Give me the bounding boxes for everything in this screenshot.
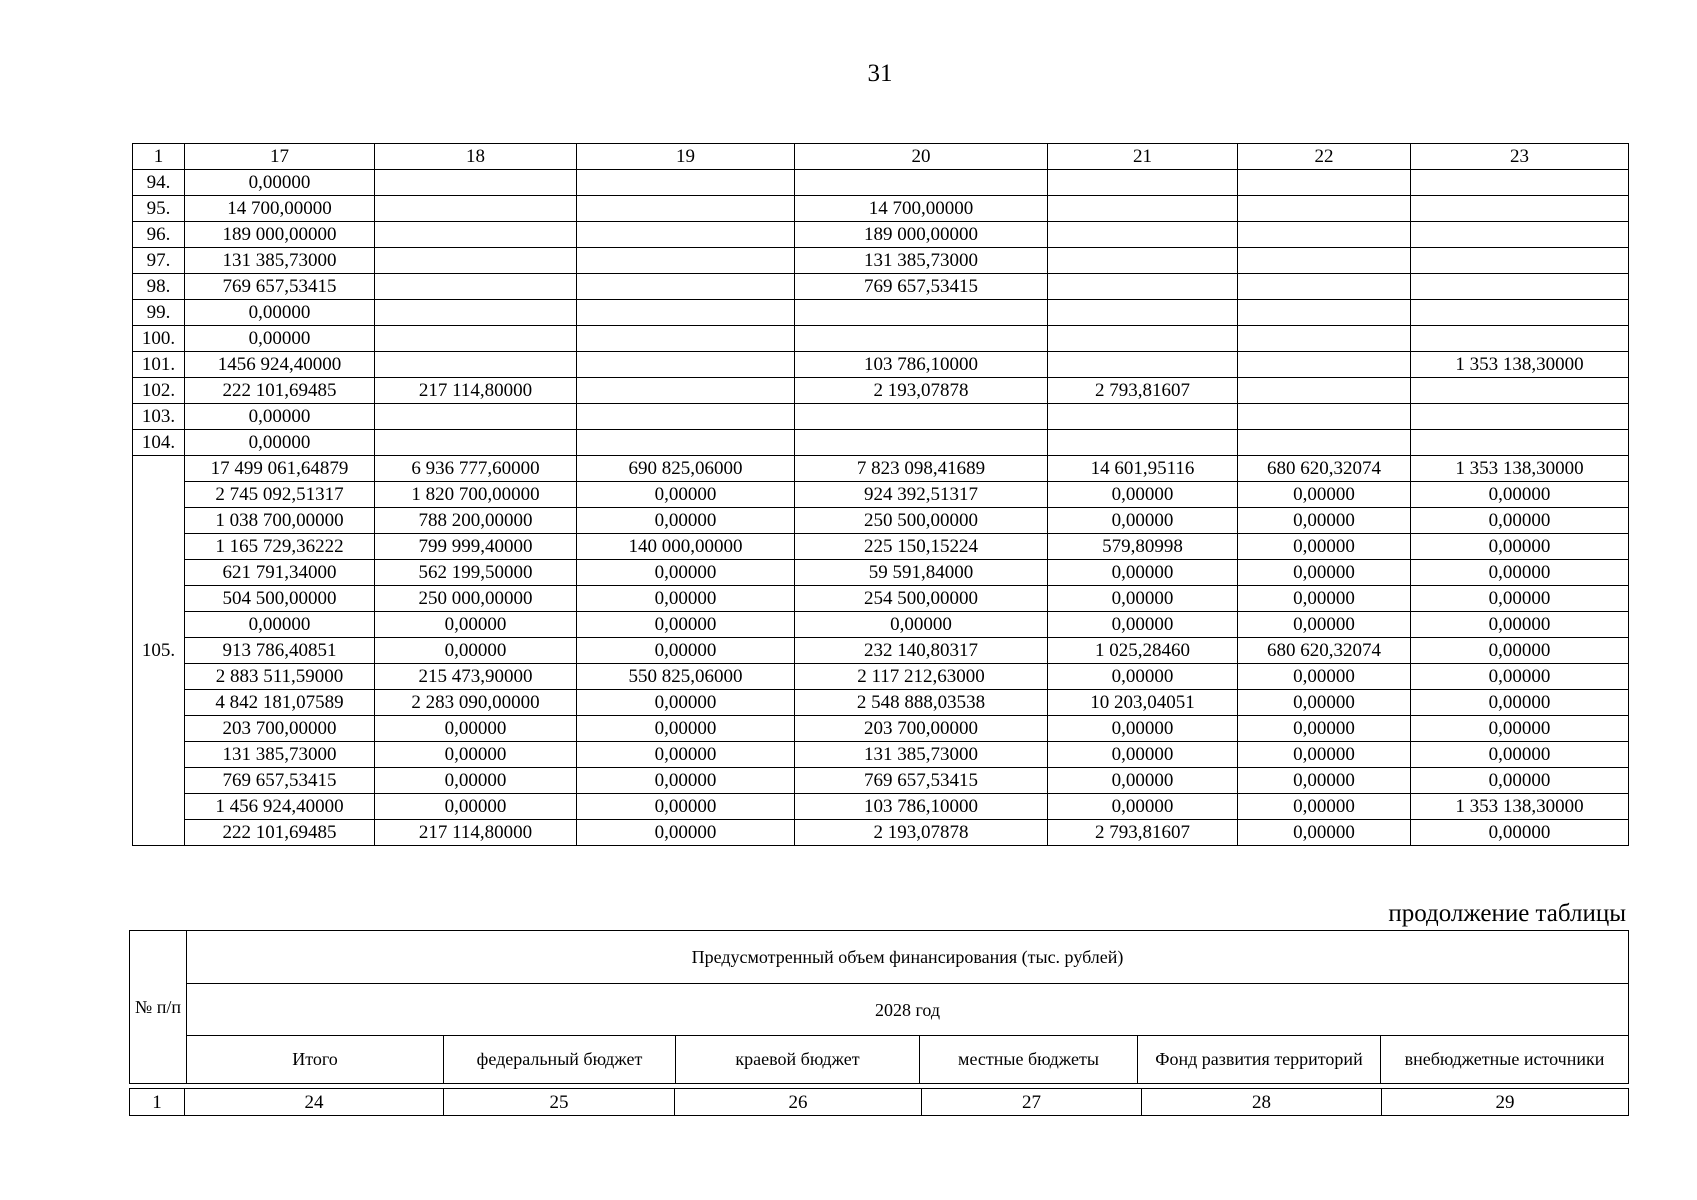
table-cell: 140 000,00000 — [577, 534, 795, 560]
table-cell: 1 353 138,30000 — [1411, 352, 1629, 378]
table-cell: 217 114,80000 — [375, 820, 577, 846]
row-number: 105. — [133, 456, 185, 846]
table-cell — [375, 274, 577, 300]
table-cell: 0,00000 — [1238, 534, 1411, 560]
column-header: местные бюджеты — [920, 1036, 1138, 1084]
table-header-row — [133, 144, 1629, 170]
column-header: Фонд развития территорий — [1138, 1036, 1381, 1084]
table-cell: 0,00000 — [577, 820, 795, 846]
year-header: 2028 год — [187, 984, 1629, 1036]
table-cell: 0,00000 — [1048, 664, 1238, 690]
table-cell: 0,00000 — [1048, 716, 1238, 742]
table-cell: 0,00000 — [1238, 820, 1411, 846]
table-cell: 0,00000 — [185, 326, 375, 352]
column-number: 27 — [922, 1089, 1142, 1116]
table-cell: 1 038 700,00000 — [185, 508, 375, 534]
table-cell: 0,00000 — [577, 794, 795, 820]
table-cell: 215 473,90000 — [375, 664, 577, 690]
table-cell: 0,00000 — [577, 716, 795, 742]
table-cell: 0,00000 — [1411, 716, 1629, 742]
table-cell — [795, 170, 1048, 196]
table-cell: 0,00000 — [375, 794, 577, 820]
table-row — [133, 274, 1629, 300]
table-row — [133, 300, 1629, 326]
column-number: 22 — [1238, 144, 1411, 170]
table-cell: 0,00000 — [375, 742, 577, 768]
table-cell: 0,00000 — [1411, 664, 1629, 690]
table-cell — [375, 300, 577, 326]
table-cell: 131 385,73000 — [185, 248, 375, 274]
table-cell: 203 700,00000 — [795, 716, 1048, 742]
row-number: 97. — [133, 248, 185, 274]
column-number: 19 — [577, 144, 795, 170]
table-cell: 1456 924,40000 — [185, 352, 375, 378]
table-cell: 222 101,69485 — [185, 820, 375, 846]
table-cell: 769 657,53415 — [795, 768, 1048, 794]
table-cell: 0,00000 — [1411, 508, 1629, 534]
table-cell — [1411, 326, 1629, 352]
column-number: 17 — [185, 144, 375, 170]
table-cell: 0,00000 — [1048, 768, 1238, 794]
table-cell: 0,00000 — [1411, 768, 1629, 794]
table-row — [133, 456, 1629, 482]
table-cell: 1 820 700,00000 — [375, 482, 577, 508]
table-cell: 2 793,81607 — [1048, 378, 1238, 404]
table-cell: 203 700,00000 — [185, 716, 375, 742]
table-cell: 103 786,10000 — [795, 794, 1048, 820]
table-cell: 1 165 729,36222 — [185, 534, 375, 560]
table-cell — [375, 222, 577, 248]
table-cell: 0,00000 — [1238, 690, 1411, 716]
table-cell: 0,00000 — [577, 508, 795, 534]
table-cell — [577, 300, 795, 326]
table-cell — [1048, 326, 1238, 352]
funding-header: Предусмотренный объем финансирования (тыс. рублей) — [187, 931, 1629, 984]
table-cell: 621 791,34000 — [185, 560, 375, 586]
table-row — [133, 768, 1629, 794]
table-cell: 59 591,84000 — [795, 560, 1048, 586]
table-cell: 0,00000 — [1411, 638, 1629, 664]
table-cell: 225 150,15224 — [795, 534, 1048, 560]
table-row — [133, 612, 1629, 638]
table-cell: 10 203,04051 — [1048, 690, 1238, 716]
table-cell — [1411, 404, 1629, 430]
table-cell: 788 200,00000 — [375, 508, 577, 534]
table-cell: 2 117 212,63000 — [795, 664, 1048, 690]
table-cell: 0,00000 — [1238, 560, 1411, 586]
table-cell: 189 000,00000 — [185, 222, 375, 248]
table-cell: 0,00000 — [185, 170, 375, 196]
table-cell — [1048, 430, 1238, 456]
continuation-label: продолжение таблицы — [1388, 900, 1626, 927]
table-cell: 769 657,53415 — [185, 274, 375, 300]
column-header: краевой бюджет — [676, 1036, 920, 1084]
table-cell: 232 140,80317 — [795, 638, 1048, 664]
page-number: 31 — [867, 60, 893, 87]
table-cell — [1048, 352, 1238, 378]
table-cell — [795, 326, 1048, 352]
table-cell: 0,00000 — [577, 768, 795, 794]
table-cell — [1411, 300, 1629, 326]
table-cell: 14 601,95116 — [1048, 456, 1238, 482]
table-cell: 103 786,10000 — [795, 352, 1048, 378]
table-cell: 2 193,07878 — [795, 820, 1048, 846]
table-cell: 0,00000 — [577, 690, 795, 716]
table-cell: 0,00000 — [577, 482, 795, 508]
table-row — [133, 170, 1629, 196]
table-cell — [1048, 222, 1238, 248]
table-cell: 0,00000 — [375, 768, 577, 794]
row-number: 104. — [133, 430, 185, 456]
table-cell: 0,00000 — [577, 560, 795, 586]
table-cell: 0,00000 — [1238, 742, 1411, 768]
table-cell: 504 500,00000 — [185, 586, 375, 612]
table-cell: 250 500,00000 — [795, 508, 1048, 534]
table-row — [133, 222, 1629, 248]
header-table — [129, 930, 1629, 1084]
main-table — [132, 143, 1629, 846]
table-cell: 0,00000 — [1048, 482, 1238, 508]
row-number: 103. — [133, 404, 185, 430]
table-cell: 0,00000 — [577, 638, 795, 664]
table-cell — [1048, 170, 1238, 196]
table-cell: 680 620,32074 — [1238, 456, 1411, 482]
table-cell — [1048, 196, 1238, 222]
table-cell — [1238, 378, 1411, 404]
table-cell: 0,00000 — [577, 586, 795, 612]
table-cell: 2 793,81607 — [1048, 820, 1238, 846]
table-cell — [577, 274, 795, 300]
table-cell: 680 620,32074 — [1238, 638, 1411, 664]
column-header: Итого — [187, 1036, 444, 1084]
table-cell — [1238, 326, 1411, 352]
table-cell — [577, 326, 795, 352]
table-cell: 0,00000 — [1048, 508, 1238, 534]
table-cell: 0,00000 — [375, 612, 577, 638]
table-cell — [577, 196, 795, 222]
table-cell — [1238, 430, 1411, 456]
table-cell: 0,00000 — [375, 638, 577, 664]
table-cell: 0,00000 — [577, 742, 795, 768]
table-cell: 1 456 924,40000 — [185, 794, 375, 820]
table-row — [133, 378, 1629, 404]
table-row — [133, 794, 1629, 820]
table-cell — [1238, 248, 1411, 274]
table-row — [133, 248, 1629, 274]
table-cell: 14 700,00000 — [795, 196, 1048, 222]
table-cell: 0,00000 — [1048, 794, 1238, 820]
column-number: 25 — [444, 1089, 675, 1116]
table-cell — [1048, 274, 1238, 300]
row-number: 94. — [133, 170, 185, 196]
table-cell: 131 385,73000 — [795, 248, 1048, 274]
table-cell — [577, 430, 795, 456]
table-cell — [1411, 222, 1629, 248]
table-cell: 2 283 090,00000 — [375, 690, 577, 716]
row-number: 99. — [133, 300, 185, 326]
table-cell: 0,00000 — [185, 404, 375, 430]
table-cell: 562 199,50000 — [375, 560, 577, 586]
table-cell: 4 842 181,07589 — [185, 690, 375, 716]
table-cell: 0,00000 — [1238, 794, 1411, 820]
table-row — [133, 820, 1629, 846]
table-row — [133, 404, 1629, 430]
table-cell: 0,00000 — [1238, 664, 1411, 690]
table-cell: 2 548 888,03538 — [795, 690, 1048, 716]
row-number: 96. — [133, 222, 185, 248]
table-cell — [1238, 196, 1411, 222]
table-cell: 0,00000 — [1411, 482, 1629, 508]
column-number: 20 — [795, 144, 1048, 170]
table-cell: 0,00000 — [185, 300, 375, 326]
table-cell — [1238, 222, 1411, 248]
table-cell: 189 000,00000 — [795, 222, 1048, 248]
table-cell — [1411, 170, 1629, 196]
table-cell — [1411, 248, 1629, 274]
table-cell: 254 500,00000 — [795, 586, 1048, 612]
table-cell — [577, 352, 795, 378]
table-cell — [577, 378, 795, 404]
table-cell: 217 114,80000 — [375, 378, 577, 404]
table-cell — [577, 248, 795, 274]
table-cell — [375, 196, 577, 222]
table-cell: 550 825,06000 — [577, 664, 795, 690]
table-row — [133, 508, 1629, 534]
table-cell: 17 499 061,64879 — [185, 456, 375, 482]
table-cell — [1048, 404, 1238, 430]
column-number-table — [129, 1088, 1629, 1116]
column-number: 21 — [1048, 144, 1238, 170]
table-cell: 0,00000 — [1238, 716, 1411, 742]
column-number: 1 — [133, 144, 185, 170]
table-cell: 0,00000 — [375, 716, 577, 742]
table-cell: 0,00000 — [1411, 586, 1629, 612]
table-cell: 2 883 511,59000 — [185, 664, 375, 690]
row-number: 98. — [133, 274, 185, 300]
table-cell: 250 000,00000 — [375, 586, 577, 612]
table-cell: 7 823 098,41689 — [795, 456, 1048, 482]
table-cell — [375, 352, 577, 378]
table-cell: 799 999,40000 — [375, 534, 577, 560]
table-cell: 1 353 138,30000 — [1411, 794, 1629, 820]
table-row — [133, 326, 1629, 352]
table-cell: 769 657,53415 — [795, 274, 1048, 300]
table-cell: 579,80998 — [1048, 534, 1238, 560]
table-cell — [795, 430, 1048, 456]
table-row — [133, 742, 1629, 768]
table-cell: 0,00000 — [1048, 560, 1238, 586]
row-number: 95. — [133, 196, 185, 222]
column-number: 1 — [130, 1089, 185, 1116]
column-number: 26 — [675, 1089, 922, 1116]
table-cell — [577, 404, 795, 430]
table-cell: 222 101,69485 — [185, 378, 375, 404]
row-number: 100. — [133, 326, 185, 352]
table-row — [133, 690, 1629, 716]
table-cell — [375, 326, 577, 352]
column-number: 29 — [1382, 1089, 1629, 1116]
table-cell — [1411, 274, 1629, 300]
table-cell — [1048, 248, 1238, 274]
table-cell — [375, 404, 577, 430]
table-cell: 0,00000 — [185, 430, 375, 456]
table-cell — [1411, 378, 1629, 404]
table-cell: 0,00000 — [1048, 612, 1238, 638]
table-cell — [375, 248, 577, 274]
table-cell: 0,00000 — [1411, 690, 1629, 716]
table-row — [133, 716, 1629, 742]
table-cell: 924 392,51317 — [795, 482, 1048, 508]
table-row — [133, 430, 1629, 456]
column-header: внебюджетные источники — [1381, 1036, 1629, 1084]
table-cell — [795, 300, 1048, 326]
table-cell: 913 786,40851 — [185, 638, 375, 664]
table-cell — [1238, 352, 1411, 378]
table-cell: 6 936 777,60000 — [375, 456, 577, 482]
table-cell: 0,00000 — [577, 612, 795, 638]
table-row — [133, 664, 1629, 690]
table-cell: 0,00000 — [185, 612, 375, 638]
table-cell: 0,00000 — [1411, 820, 1629, 846]
table-cell — [1411, 196, 1629, 222]
table-cell: 0,00000 — [1238, 508, 1411, 534]
table-row — [133, 534, 1629, 560]
table-cell — [1048, 300, 1238, 326]
table-cell: 14 700,00000 — [185, 196, 375, 222]
table-cell: 0,00000 — [1411, 742, 1629, 768]
table-cell — [375, 430, 577, 456]
table-cell: 0,00000 — [795, 612, 1048, 638]
table-row — [133, 196, 1629, 222]
table-cell: 131 385,73000 — [795, 742, 1048, 768]
table-cell: 690 825,06000 — [577, 456, 795, 482]
row-number: 102. — [133, 378, 185, 404]
table-cell — [577, 222, 795, 248]
table-cell — [375, 170, 577, 196]
table-cell: 0,00000 — [1238, 586, 1411, 612]
table-cell: 0,00000 — [1411, 560, 1629, 586]
table-row — [133, 482, 1629, 508]
table-row — [133, 560, 1629, 586]
column-header: федеральный бюджет — [444, 1036, 676, 1084]
table-cell — [795, 404, 1048, 430]
table-row — [133, 352, 1629, 378]
table-cell: 0,00000 — [1048, 742, 1238, 768]
column-number: 23 — [1411, 144, 1629, 170]
table-cell: 769 657,53415 — [185, 768, 375, 794]
table-row — [133, 638, 1629, 664]
table-cell: 0,00000 — [1238, 612, 1411, 638]
table-cell — [1411, 430, 1629, 456]
num-header: № п/п — [130, 931, 187, 1084]
table-row — [133, 586, 1629, 612]
table-cell: 1 025,28460 — [1048, 638, 1238, 664]
table-cell: 0,00000 — [1411, 612, 1629, 638]
column-number: 24 — [185, 1089, 444, 1116]
table-cell — [1238, 274, 1411, 300]
table-cell — [1238, 300, 1411, 326]
table-cell: 131 385,73000 — [185, 742, 375, 768]
table-cell: 2 745 092,51317 — [185, 482, 375, 508]
table-cell: 0,00000 — [1048, 586, 1238, 612]
table-cell: 1 353 138,30000 — [1411, 456, 1629, 482]
table-cell — [577, 170, 795, 196]
table-cell: 0,00000 — [1238, 768, 1411, 794]
table-cell: 0,00000 — [1238, 482, 1411, 508]
table-cell: 2 193,07878 — [795, 378, 1048, 404]
table-cell — [1238, 170, 1411, 196]
column-number: 18 — [375, 144, 577, 170]
row-number: 101. — [133, 352, 185, 378]
column-number: 28 — [1142, 1089, 1382, 1116]
table-cell — [1238, 404, 1411, 430]
table-cell: 0,00000 — [1411, 534, 1629, 560]
